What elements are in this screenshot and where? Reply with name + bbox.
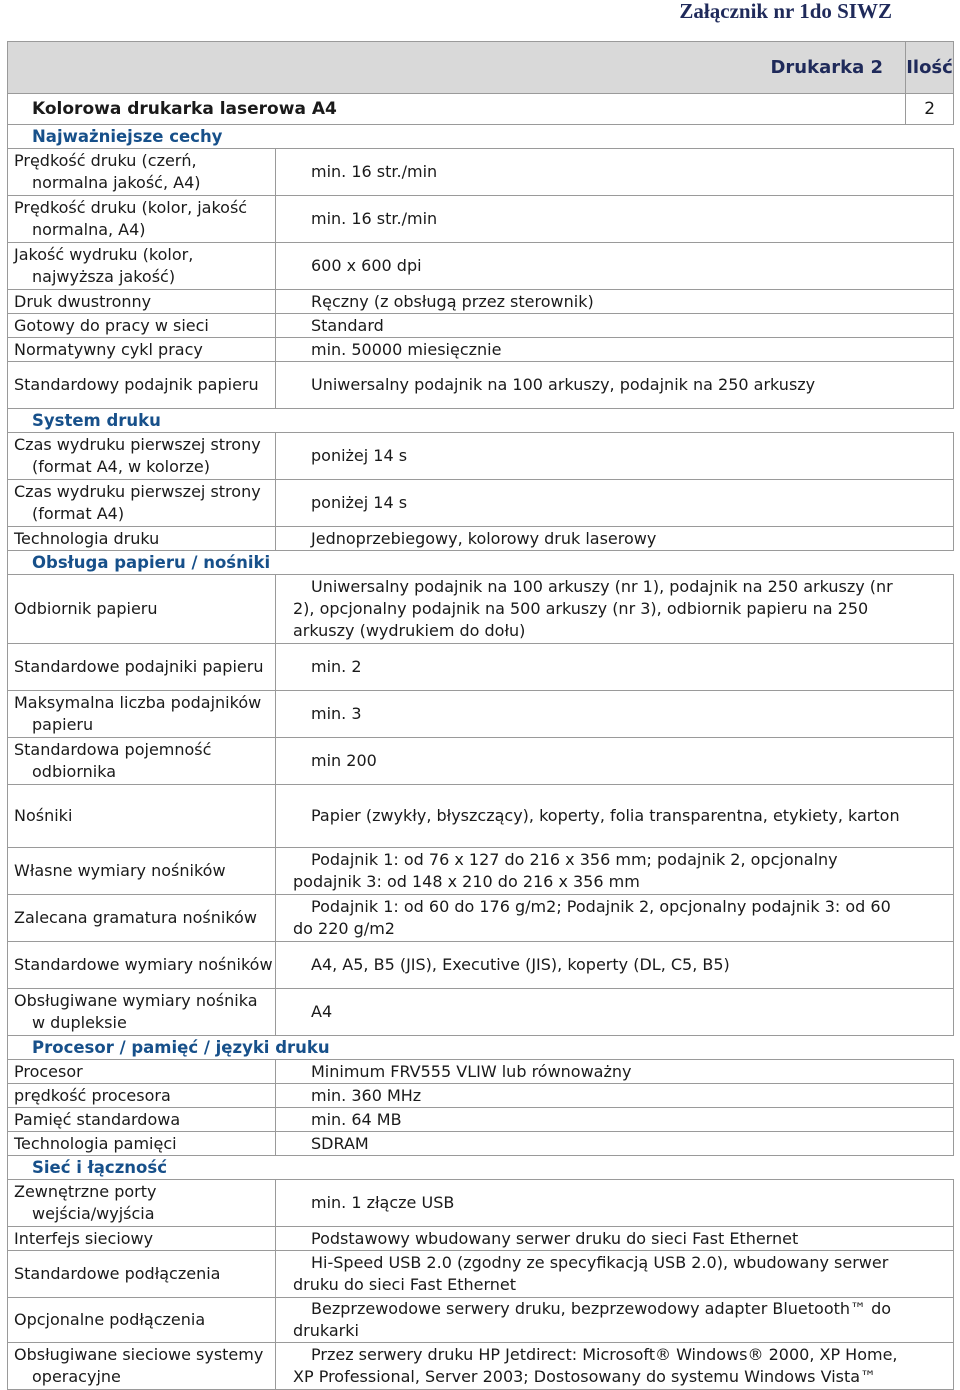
- spec-table: [7, 41, 954, 1390]
- product-row: [8, 94, 954, 125]
- section-title: Obsługa papieru / nośniki: [8, 551, 906, 575]
- quantity-cell: [906, 1180, 954, 1227]
- spec-label: Prędkość druku (czerń, normalna jakość, A4): [8, 149, 276, 196]
- spec-value: Uniwersalny podajnik na 100 arkuszy (nr 1), podajnik na 250 arkuszy (nr 2), opcjonalny podajnik na 500 arkuszy (nr 3), odbiornik papieru na 250 arkuszy (wydrukiem do dołu): [276, 575, 906, 644]
- spec-label: Własne wymiary nośników: [8, 848, 276, 895]
- spec-label: Odbiornik papieru: [8, 575, 276, 644]
- quantity-cell: [906, 989, 954, 1036]
- spec-label: Maksymalna liczba podajników papieru: [8, 691, 276, 738]
- spec-label: Standardowe podłączenia: [8, 1251, 276, 1298]
- quantity-cell: [906, 1251, 954, 1298]
- spec-row: [8, 895, 954, 942]
- spec-label: Czas wydruku pierwszej strony (format A4): [8, 480, 276, 527]
- spec-value: SDRAM: [276, 1132, 906, 1156]
- spec-row: [8, 527, 954, 551]
- spec-label: Standardowe podajniki papieru: [8, 644, 276, 691]
- spec-value: Podstawowy wbudowany serwer druku do sieci Fast Ethernet: [276, 1227, 906, 1251]
- section-empty-cell: [906, 551, 954, 575]
- table-title-row: [8, 42, 954, 94]
- spec-row: [8, 1227, 954, 1251]
- spec-label: Czas wydruku pierwszej strony (format A4, w kolorze): [8, 433, 276, 480]
- spec-value: Hi-Speed USB 2.0 (zgodny ze specyfikacją USB 2.0), wbudowany serwer druku do sieci Fast Ethernet: [276, 1251, 906, 1298]
- spec-label: Opcjonalne podłączenia: [8, 1298, 276, 1343]
- spec-value: min. 64 MB: [276, 1108, 906, 1132]
- spec-label: Procesor: [8, 1060, 276, 1084]
- spec-value: A4, A5, B5 (JIS), Executive (JIS), koperty (DL, C5, B5): [276, 942, 906, 989]
- quantity-cell: [906, 1060, 954, 1084]
- quantity-cell: [906, 362, 954, 409]
- section-empty-cell: [906, 1036, 954, 1060]
- spec-label: Standardowa pojemność odbiornika: [8, 738, 276, 785]
- spec-row: [8, 290, 954, 314]
- spec-value: poniżej 14 s: [276, 433, 906, 480]
- spec-row: [8, 644, 954, 691]
- spec-label: Technologia pamięci: [8, 1132, 276, 1156]
- section-header-row: [8, 409, 954, 433]
- spec-row: [8, 362, 954, 409]
- spec-value: A4: [276, 989, 906, 1036]
- quantity-cell: [906, 644, 954, 691]
- spec-row: [8, 1132, 954, 1156]
- quantity-cell: [906, 1343, 954, 1390]
- spec-row: [8, 1180, 954, 1227]
- spec-value: poniżej 14 s: [276, 480, 906, 527]
- spec-label: Jakość wydruku (kolor, najwyższa jakość): [8, 243, 276, 290]
- spec-row: [8, 1108, 954, 1132]
- spec-row: [8, 149, 954, 196]
- spec-value: min. 360 MHz: [276, 1084, 906, 1108]
- quantity-cell: [906, 196, 954, 243]
- quantity-cell: [906, 149, 954, 196]
- section-title: Najważniejsze cechy: [8, 125, 906, 149]
- spec-row: [8, 338, 954, 362]
- spec-row: [8, 1298, 954, 1343]
- spec-value: Podajnik 1: od 76 x 127 do 216 x 356 mm; podajnik 2, opcjonalny podajnik 3: od 148 x 210 do 216 x 356 mm: [276, 848, 906, 895]
- spec-row: [8, 243, 954, 290]
- product-quantity: 2: [906, 94, 954, 125]
- section-header-row: [8, 125, 954, 149]
- spec-row: [8, 942, 954, 989]
- quantity-cell: [906, 1108, 954, 1132]
- spec-value: min. 16 str./min: [276, 149, 906, 196]
- quantity-cell: [906, 527, 954, 551]
- section-title: Sieć i łączność: [8, 1156, 906, 1180]
- product-name: Kolorowa drukarka laserowa A4: [8, 94, 906, 125]
- spec-value: 600 x 600 dpi: [276, 243, 906, 290]
- quantity-cell: [906, 848, 954, 895]
- spec-row: [8, 1251, 954, 1298]
- spec-label: Obsługiwane sieciowe systemy operacyjne: [8, 1343, 276, 1390]
- spec-value: Podajnik 1: od 60 do 176 g/m2; Podajnik 2, opcjonalny podajnik 3: od 60 do 220 g/m2: [276, 895, 906, 942]
- quantity-cell: [906, 738, 954, 785]
- spec-row: [8, 314, 954, 338]
- spec-value: Papier (zwykły, błyszczący), koperty, folia transparentna, etykiety, karton: [276, 785, 906, 848]
- spec-label: Technologia druku: [8, 527, 276, 551]
- quantity-header: Ilość: [906, 42, 954, 94]
- quantity-cell: [906, 290, 954, 314]
- section-header-row: [8, 1156, 954, 1180]
- section-title: Procesor / pamięć / języki druku: [8, 1036, 906, 1060]
- spec-row: [8, 691, 954, 738]
- section-header-row: [8, 551, 954, 575]
- spec-label: Normatywny cykl pracy: [8, 338, 276, 362]
- quantity-cell: [906, 1298, 954, 1343]
- quantity-cell: [906, 314, 954, 338]
- spec-label: Prędkość druku (kolor, jakość normalna, A4): [8, 196, 276, 243]
- spec-label: Druk dwustronny: [8, 290, 276, 314]
- quantity-cell: [906, 480, 954, 527]
- spec-label: Gotowy do pracy w sieci: [8, 314, 276, 338]
- spec-value: Standard: [276, 314, 906, 338]
- spec-label: Pamięć standardowa: [8, 1108, 276, 1132]
- spec-value: Bezprzewodowe serwery druku, bezprzewodowy adapter Bluetooth™ do drukarki: [276, 1298, 906, 1343]
- spec-value: min. 50000 miesięcznie: [276, 338, 906, 362]
- spec-row: [8, 848, 954, 895]
- section-header-row: [8, 1036, 954, 1060]
- spec-row: [8, 1084, 954, 1108]
- spec-label: Standardowy podajnik papieru: [8, 362, 276, 409]
- quantity-cell: [906, 691, 954, 738]
- spec-row: [8, 480, 954, 527]
- section-title: System druku: [8, 409, 906, 433]
- spec-value: min. 2: [276, 644, 906, 691]
- spec-label: Obsługiwane wymiary nośnika w dupleksie: [8, 989, 276, 1036]
- quantity-cell: [906, 1227, 954, 1251]
- attachment-header: Załącznik nr 1do SIWZ: [679, 0, 892, 23]
- spec-value: Uniwersalny podajnik na 100 arkuszy, podajnik na 250 arkuszy: [276, 362, 906, 409]
- spec-value: Jednoprzebiegowy, kolorowy druk laserowy: [276, 527, 906, 551]
- table-title: Drukarka 2: [8, 42, 906, 94]
- quantity-cell: [906, 1132, 954, 1156]
- spec-label: Standardowe wymiary nośników: [8, 942, 276, 989]
- quantity-cell: [906, 433, 954, 480]
- spec-label: Zewnętrzne porty wejścia/wyjścia: [8, 1180, 276, 1227]
- spec-label: Interfejs sieciowy: [8, 1227, 276, 1251]
- spec-label: Zalecana gramatura nośników: [8, 895, 276, 942]
- spec-value: Minimum FRV555 VLIW lub równoważny: [276, 1060, 906, 1084]
- quantity-cell: [906, 338, 954, 362]
- quantity-cell: [906, 575, 954, 644]
- quantity-cell: [906, 895, 954, 942]
- spec-value: min. 1 złącze USB: [276, 1180, 906, 1227]
- spec-row: [8, 989, 954, 1036]
- spec-label: prędkość procesora: [8, 1084, 276, 1108]
- spec-row: [8, 1343, 954, 1390]
- spec-value: Przez serwery druku HP Jetdirect: Microsoft® Windows® 2000, XP Home, XP Professional, Server 2003; Dostosowany do systemu Windows Vista™: [276, 1343, 906, 1390]
- quantity-cell: [906, 1084, 954, 1108]
- section-empty-cell: [906, 409, 954, 433]
- spec-row: [8, 196, 954, 243]
- spec-value: min. 3: [276, 691, 906, 738]
- spec-row: [8, 433, 954, 480]
- spec-row: [8, 738, 954, 785]
- section-empty-cell: [906, 125, 954, 149]
- quantity-cell: [906, 243, 954, 290]
- section-empty-cell: [906, 1156, 954, 1180]
- quantity-cell: [906, 942, 954, 989]
- spec-value: min. 16 str./min: [276, 196, 906, 243]
- spec-value: min 200: [276, 738, 906, 785]
- spec-label: Nośniki: [8, 785, 276, 848]
- quantity-cell: [906, 785, 954, 848]
- spec-row: [8, 1060, 954, 1084]
- spec-row: [8, 785, 954, 848]
- spec-row: [8, 575, 954, 644]
- spec-value: Ręczny (z obsługą przez sterownik): [276, 290, 906, 314]
